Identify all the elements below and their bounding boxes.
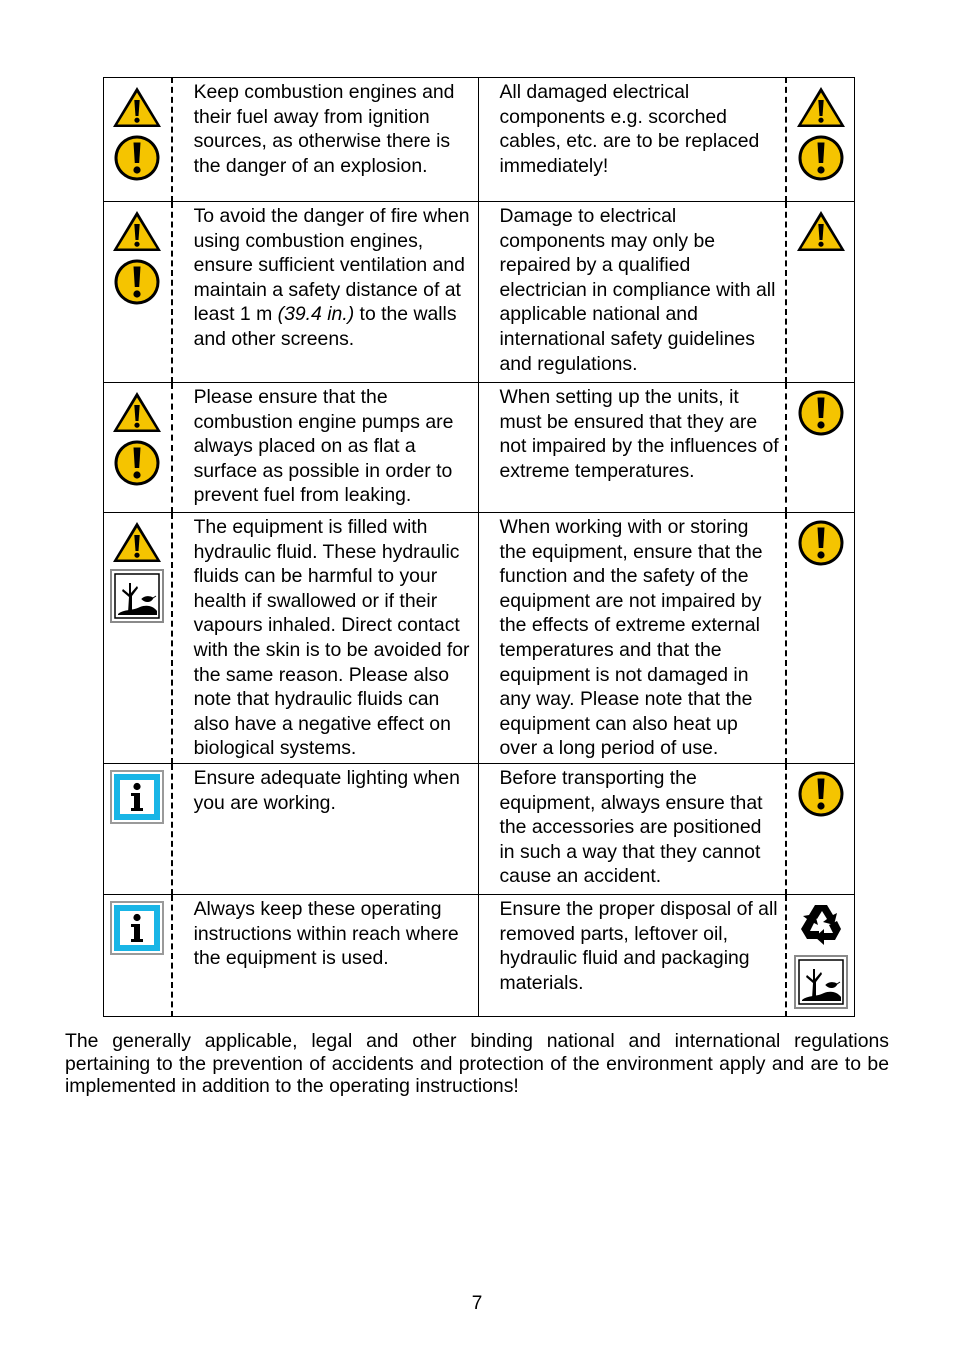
left-icon-cell [104,383,172,513]
environment-hazard-icon [794,955,848,1009]
instruction-row [104,383,855,513]
instruction-text: Ensure the proper disposal of all removed parts, leftover oil, hydraulic fluid and packaging materials. [499,898,778,994]
right-instruction-cell [479,513,786,764]
warning-triangle-icon [111,519,163,565]
right-icon-cell [786,383,854,513]
instruction-text: To avoid the danger of fire when using combustion engines, ensure sufficient ventilation and maintain a safety distance of at least 1 m [193,205,470,326]
right-instruction-cell [479,78,786,202]
regulations-paragraph: The generally applicable, legal and other binding national and international regulations pertaining to the prevention of accidents and protection of the environment apply and are to be implemented in addition to the operating instructions! [65,1030,889,1098]
instruction-text: When setting up the units, it must be ensured that they are not impaired by the influences of extreme temperatures. [499,386,779,482]
info-icon [110,901,164,955]
instruction-text: All damaged electrical components e.g. scorched cables, etc. are to be replaced immediately! [499,81,760,177]
environment-hazard-icon [110,569,164,623]
exclamation-icon [797,134,845,182]
left-icon-cell [104,764,172,895]
left-icon-cell [104,78,172,202]
right-icon-cell [786,202,854,383]
exclamation-icon [113,439,161,487]
instruction-text: Keep combustion engines and their fuel away from ignition sources, as otherwise there is the danger of an explosion. [193,81,455,177]
page-number: 7 [471,1293,483,1314]
right-icon-cell [786,78,854,202]
instruction-text: Always keep these operating instructions within reach where the equipment is used. [193,898,459,970]
left-icon-cell [104,202,172,383]
right-icon-cell [786,895,854,1017]
exclamation-icon [113,258,161,306]
info-icon [110,770,164,824]
left-instruction-cell [172,513,479,764]
right-instruction-cell [479,202,786,383]
instruction-row [104,513,855,764]
instruction-text: When working with or storing the equipment, ensure that the function and the safety of the equipment are not impaired by the effects of extreme external temperatures and that the equipment is not damaged in any way. Please note that the equipment can also heat up over a long period of use. [499,516,763,760]
warning-triangle-icon [795,84,847,130]
instruction-row [104,78,855,202]
left-instruction-cell [172,895,479,1017]
exclamation-icon [797,519,845,567]
instruction-row [104,202,855,383]
right-icon-cell [786,764,854,895]
left-instruction-cell [172,383,479,513]
instruction-text: to the walls and other screens. [193,303,457,350]
exclamation-icon [113,134,161,182]
recycle-icon [795,901,847,951]
left-instruction-cell [172,764,479,895]
instruction-row [104,895,855,1017]
left-instruction-cell [172,78,479,202]
left-instruction-cell [172,202,479,383]
instruction-text: Please ensure that the combustion engine pumps are always placed on as flat a surface as possible in order to prevent fuel from leaking. [193,386,454,507]
instruction-text: (39.4 in.) [277,303,355,326]
warning-triangle-icon [111,208,163,254]
safety-instructions-table [103,77,855,1017]
right-instruction-cell [479,895,786,1017]
warning-triangle-icon [111,84,163,130]
right-icon-cell [786,513,854,764]
right-instruction-cell [479,383,786,513]
instruction-row [104,764,855,895]
warning-triangle-icon [795,208,847,254]
warning-triangle-icon [111,389,163,435]
left-icon-cell [104,513,172,764]
exclamation-icon [797,770,845,818]
right-instruction-cell [479,764,786,895]
left-icon-cell [104,895,172,1017]
exclamation-icon [797,389,845,437]
instruction-text: The equipment is filled with hydraulic fluid. These hydraulic fluids can be harmful to your health if swallowed or if their vapours inhaled. Direct contact with the skin is to be avoided for the same reason. Please also note that hydraulic fluids can also have a negative effect on biological systems. [193,516,470,760]
instruction-text: Before transporting the equipment, always ensure that the accessories are positioned in such a way that they cannot cause an accident. [499,767,763,888]
instruction-text: Damage to electrical components may only be repaired by a qualified electrician in compliance with all applicable national and international safety guidelines and regulations. [499,205,776,375]
instruction-text: Ensure adequate lighting when you are working. [193,767,460,814]
